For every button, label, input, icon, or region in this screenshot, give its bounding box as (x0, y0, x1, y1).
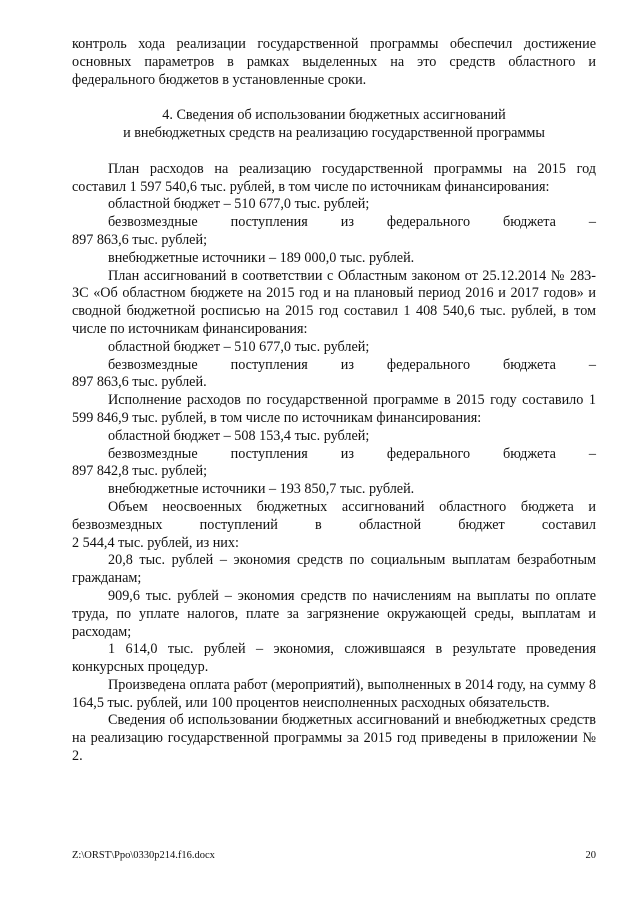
plan-regional-line: областной бюджет – 510 677,0 тыс. рублей; (108, 196, 370, 213)
plan-offbudget-line: внебюджетные источники – 189 000,0 тыс. рублей. (108, 249, 415, 266)
intro-paragraph: контроль хода реализации государственной программы обеспечил достижение основных параметров в рамках выделенных на это средств областного и федерального бюджетов в установленные сроки. (72, 36, 596, 88)
allocation-regional-line: областной бюджет – 510 677,0 тыс. рублей; (108, 338, 370, 355)
saving-social-paragraph: 20,8 тыс. рублей – экономия средств по социальным выплатам безработным гражданам; (72, 552, 596, 587)
plan-federal-line: безвозмездные поступления из федерального бюджета – (108, 214, 596, 231)
appendix-reference-paragraph: Сведения об использовании бюджетных ассигнований и внебюджетных средств на реализацию государственной программы за 2015 год приведены в приложении № 2. (72, 712, 596, 765)
section-heading-line-2: и внебюджетных средств на реализацию государственной программы (123, 124, 545, 141)
execution-offbudget-line: внебюджетные источники – 193 850,7 тыс. рублей. (108, 481, 415, 498)
file-path-label: Z:\ORST\Ppo\0330p214.f16.docx (72, 850, 215, 861)
page-footer (72, 850, 596, 862)
allocation-federal-line: безвозмездные поступления из федерального бюджета – (108, 356, 596, 373)
section-heading-line-1: 4. Сведения об использовании бюджетных ассигнований (162, 107, 506, 124)
unspent-line-2: безвозмездных поступлений в областной бюджет составил (72, 516, 596, 533)
unspent-line-1: Объем неосвоенных бюджетных ассигнований областного бюджета и (108, 498, 596, 515)
execution-regional-line: областной бюджет – 508 153,4 тыс. рублей; (108, 427, 370, 444)
plan-federal-amount: 897 863,6 тыс. рублей; (72, 231, 208, 248)
execution-federal-amount: 897 842,8 тыс. рублей; (72, 463, 208, 480)
page-content (72, 36, 596, 766)
allocation-federal-amount: 897 863,6 тыс. рублей. (72, 374, 207, 391)
page-number: 20 (585, 850, 596, 861)
section-heading (72, 107, 596, 143)
saving-labor-paragraph: 909,6 тыс. рублей – экономия средств по начислениям на выплаты по оплате труда, по уплате налогов, плате за загрязнение окружающей среды, выплатам и расходам; (72, 587, 596, 640)
unspent-line-3: 2 544,4 тыс. рублей, из них: (72, 534, 239, 551)
payment-2014-paragraph: Произведена оплата работ (мероприятий), выполненных в 2014 году, на сумму 8 164,5 тыс. рублей, или 100 процентов неисполненных расходных обязательств. (72, 676, 596, 711)
saving-tender-paragraph: 1 614,0 тыс. рублей – экономия, сложившаяся в результате проведения конкурсных процедур. (72, 641, 596, 676)
plan-total-paragraph: План расходов на реализацию государственной программы на 2015 год составил 1 597 540,6 тыс. рублей, в том числе по источникам финансирования: (72, 160, 596, 195)
spacer (72, 89, 596, 107)
allocation-total-paragraph: План ассигнований в соответствии с Областным законом от 25.12.2014 № 283-ЗС «Об областном бюджете на 2015 год и на плановый период 2016 и 2017 годов» и сводной бюджетной росписью на 2015 год составил 1 408 540,6 тыс. рублей, в том числе по источникам финансирования: (72, 267, 596, 337)
execution-federal-line: безвозмездные поступления из федерального бюджета – (108, 445, 596, 462)
execution-total-paragraph: Исполнение расходов по государственной программе в 2015 году составило 1 599 846,9 тыс. рублей, в том числе по источникам финансирования: (72, 392, 596, 426)
